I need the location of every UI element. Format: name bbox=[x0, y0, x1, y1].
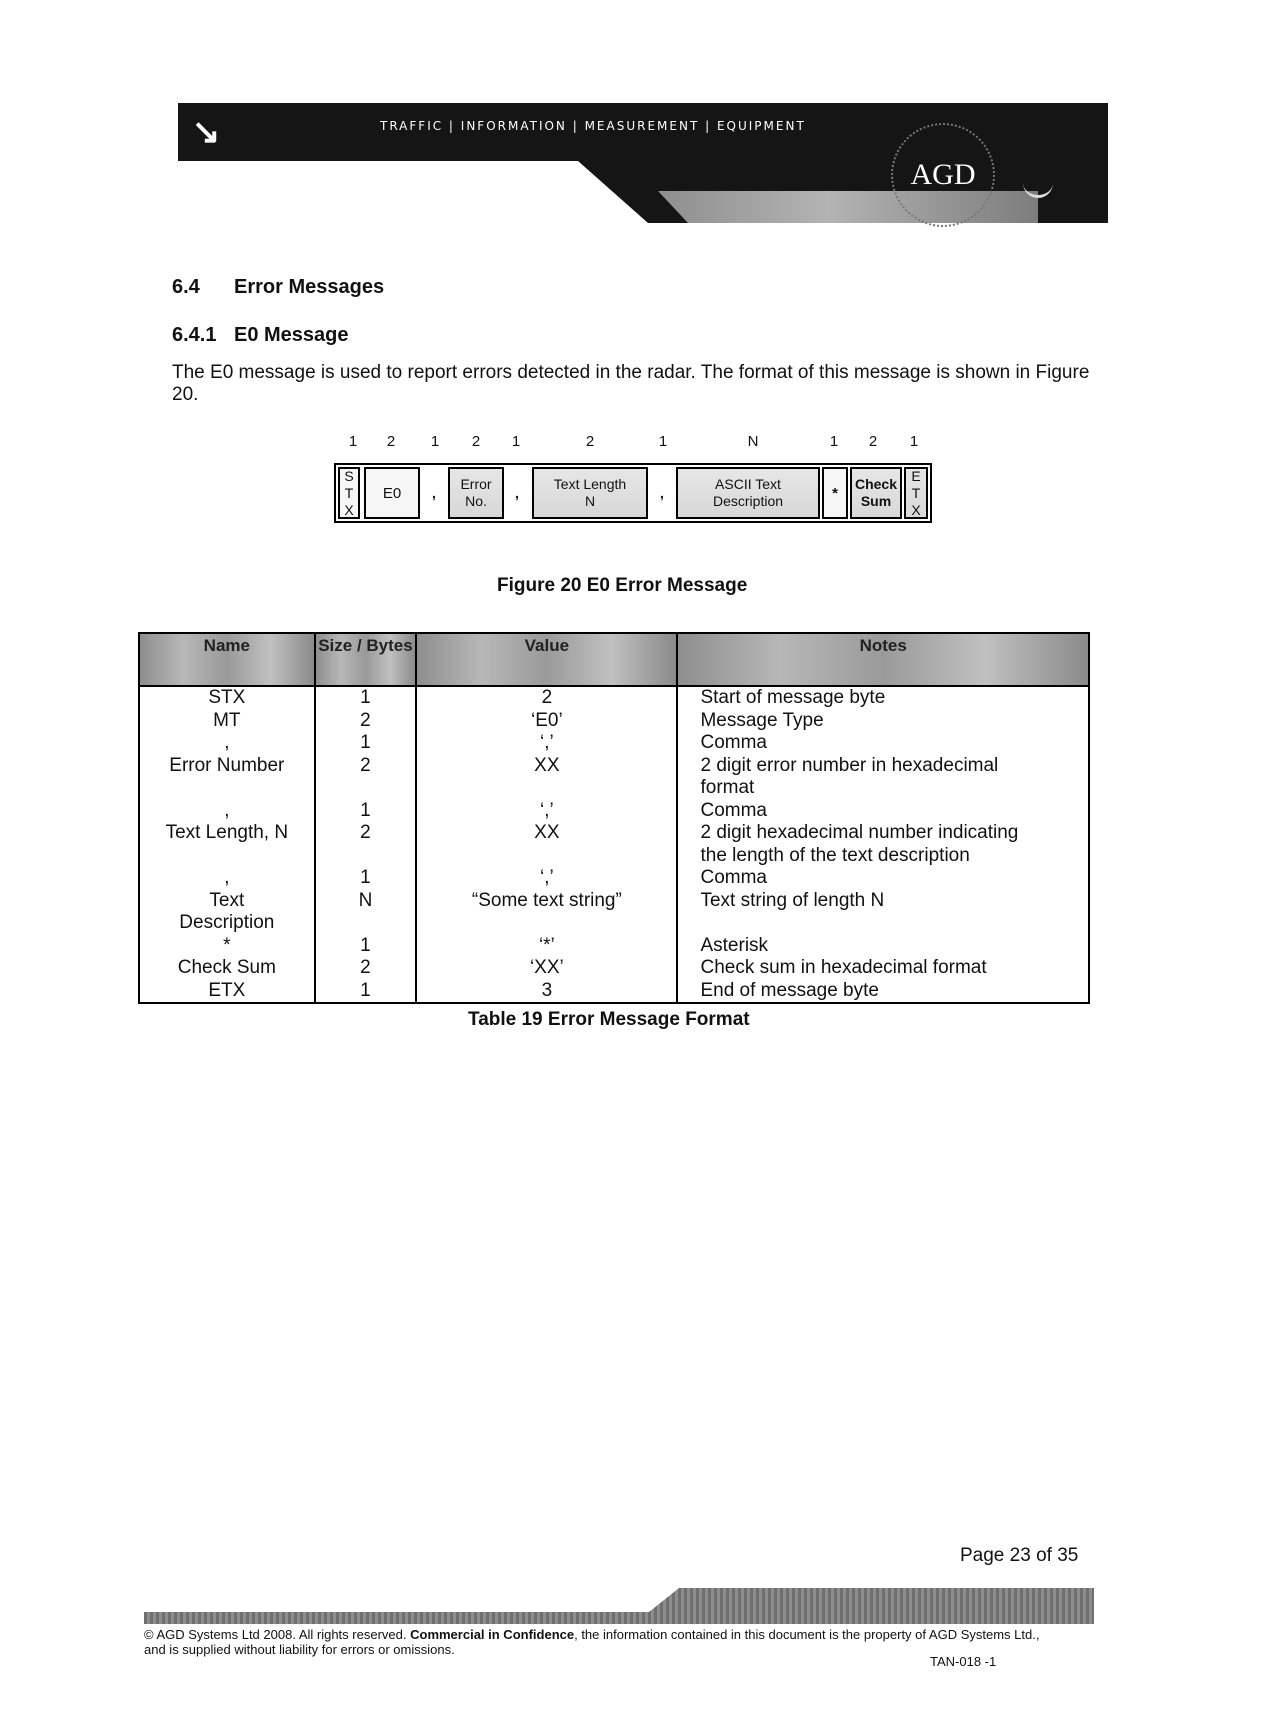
table-cell bbox=[320, 845, 412, 868]
table-cell: ‘,’ bbox=[539, 867, 554, 888]
header-tagline: TRAFFIC | INFORMATION | MEASUREMENT | EQUIPMENT bbox=[380, 119, 806, 133]
name-column bbox=[139, 686, 315, 1003]
table-cell: 2 digit error number in hexadecimal bbox=[700, 754, 999, 776]
arrow-logo-icon: ↘ bbox=[191, 113, 221, 151]
table-cell: End of message byte bbox=[700, 979, 879, 1001]
table-cell: format bbox=[700, 777, 755, 798]
etx-letter: X bbox=[911, 501, 921, 518]
footer-notice bbox=[144, 1627, 1064, 1657]
subsection-number: 6.4.1 bbox=[172, 324, 217, 346]
text-length-line: N bbox=[584, 493, 596, 509]
table-cell: 2 digit hexadecimal number indicating bbox=[700, 822, 1019, 843]
asterisk-label: * bbox=[832, 484, 838, 502]
table-cell: 1 bbox=[360, 867, 371, 888]
column-header: Size / Bytes bbox=[315, 633, 417, 686]
header-banner bbox=[178, 103, 1108, 223]
intro-paragraph: The E0 message is used to report errors detected in the radar. The format of this message is shown in Figure 20. bbox=[172, 362, 1090, 405]
table-cell bbox=[421, 845, 672, 868]
table-cell: 2 bbox=[360, 709, 371, 731]
table-cell: Text Length, N bbox=[165, 822, 289, 843]
figure-caption: Figure 20 E0 Error Message bbox=[497, 575, 748, 596]
table-cell: MT bbox=[213, 709, 241, 731]
table-cell bbox=[700, 912, 1084, 935]
text-length-line: Text Length bbox=[553, 476, 627, 492]
footer-confidential: Commercial in Confidence bbox=[410, 1627, 575, 1642]
etx-letter: T bbox=[911, 484, 921, 501]
footer-bar bbox=[144, 1588, 1094, 1624]
notes-column bbox=[677, 686, 1089, 1003]
page-number: Page 23 of 35 bbox=[960, 1545, 1079, 1566]
table-row bbox=[139, 686, 1089, 1003]
table-cell: Check Sum bbox=[177, 957, 276, 978]
ascii-text-line: Description bbox=[712, 493, 784, 509]
field-size: 2 bbox=[585, 433, 595, 450]
table-cell: Description bbox=[179, 912, 275, 933]
stx-field bbox=[338, 467, 360, 519]
table-cell bbox=[320, 777, 412, 800]
agd-logo-text: AGD bbox=[910, 158, 976, 191]
table-cell: 2 bbox=[360, 754, 371, 776]
comma-label: , bbox=[660, 484, 664, 501]
table-cell bbox=[320, 912, 412, 935]
message-format-diagram bbox=[334, 433, 934, 539]
etx-field bbox=[904, 467, 928, 519]
table-cell: Asterisk bbox=[700, 934, 769, 956]
check-sum-line: Check bbox=[854, 476, 898, 492]
ascii-text-field bbox=[676, 467, 820, 519]
mt-label: E0 bbox=[382, 484, 402, 502]
table-cell: Text bbox=[209, 889, 245, 911]
field-size: N bbox=[747, 433, 759, 450]
table-cell: Comma bbox=[700, 867, 767, 888]
table-cell: , bbox=[224, 732, 230, 753]
table-cell: Check sum in hexadecimal format bbox=[700, 957, 987, 978]
error-message-format-table bbox=[138, 632, 1090, 1004]
table-cell: N bbox=[358, 889, 373, 911]
table-header-row bbox=[139, 633, 1089, 686]
table-cell bbox=[421, 912, 672, 935]
section-title: Error Messages bbox=[234, 276, 385, 298]
section-number: 6.4 bbox=[172, 276, 200, 298]
stx-letter: X bbox=[344, 501, 354, 518]
table-cell bbox=[144, 845, 310, 868]
table-cell: ‘E0’ bbox=[531, 709, 563, 731]
table-cell: 2 bbox=[360, 822, 371, 843]
table-cell bbox=[421, 777, 672, 800]
table-cell: XX bbox=[534, 822, 560, 843]
mt-field bbox=[364, 467, 420, 519]
table-cell: 2 bbox=[541, 687, 553, 708]
error-no-line: Error bbox=[460, 476, 492, 492]
table-cell: ETX bbox=[208, 979, 246, 1001]
table-cell: * bbox=[223, 934, 231, 956]
error-no-field bbox=[448, 467, 504, 519]
table-cell: the length of the text description bbox=[700, 844, 970, 866]
column-header: Name bbox=[139, 633, 315, 686]
stx-letter: T bbox=[344, 484, 354, 501]
table-cell: 3 bbox=[541, 979, 553, 1001]
subsection-title: E0 Message bbox=[234, 324, 349, 346]
table-cell: ‘*’ bbox=[538, 934, 555, 956]
comma-field bbox=[506, 467, 528, 519]
ascii-text-line: ASCII Text bbox=[715, 476, 781, 492]
etx-letter: E bbox=[911, 467, 921, 484]
table-cell: 1 bbox=[360, 732, 371, 753]
footer-copyright: © AGD Systems Ltd 2008. All rights reserved. bbox=[144, 1627, 407, 1642]
table-cell: XX bbox=[534, 754, 560, 776]
column-header: Value bbox=[416, 633, 677, 686]
table-cell: 2 bbox=[360, 957, 371, 978]
field-size: 1 bbox=[829, 433, 839, 450]
table-cell: 1 bbox=[360, 934, 371, 956]
field-size: 2 bbox=[386, 433, 396, 450]
table-cell: “Some text string” bbox=[471, 889, 622, 911]
table-cell: ‘,’ bbox=[539, 732, 554, 753]
table-cell: STX bbox=[208, 687, 246, 708]
agd-seal-logo bbox=[891, 123, 995, 227]
comma-label: , bbox=[432, 484, 436, 501]
table-caption: Table 19 Error Message Format bbox=[468, 1009, 750, 1030]
table-cell: ‘XX’ bbox=[529, 957, 564, 978]
check-sum-line: Sum bbox=[860, 493, 892, 509]
field-size: 2 bbox=[868, 433, 878, 450]
table-cell: Start of message byte bbox=[700, 687, 886, 708]
message-frame bbox=[334, 463, 932, 523]
field-size: 1 bbox=[348, 433, 358, 450]
table-cell bbox=[144, 777, 310, 800]
footer-disclaimer: , the information contained in this document is the property of AGD Systems Ltd., and is supplied without liability for errors or omissions. bbox=[144, 1627, 1040, 1657]
error-no-line: No. bbox=[465, 493, 487, 509]
size-column bbox=[315, 686, 417, 1003]
asterisk-field bbox=[822, 467, 848, 519]
column-header: Notes bbox=[677, 633, 1089, 686]
field-size: 1 bbox=[909, 433, 919, 450]
section-heading bbox=[172, 276, 384, 299]
table-cell: 1 bbox=[360, 979, 371, 1001]
field-size: 1 bbox=[511, 433, 521, 450]
field-size: 2 bbox=[471, 433, 481, 450]
comma-label: , bbox=[515, 484, 519, 501]
document-code: TAN-018 -1 bbox=[930, 1654, 997, 1669]
stx-letter: S bbox=[344, 467, 354, 484]
comma-field bbox=[650, 467, 674, 519]
table-cell: , bbox=[224, 867, 230, 888]
table-cell: 1 bbox=[360, 687, 371, 708]
table-cell: Comma bbox=[700, 732, 767, 753]
table-cell: Text string of length N bbox=[700, 889, 885, 911]
table-cell: , bbox=[224, 799, 230, 821]
table-cell: Error Number bbox=[169, 754, 285, 776]
field-size: 1 bbox=[430, 433, 440, 450]
table-cell: 1 bbox=[360, 799, 371, 821]
table-cell: Message Type bbox=[700, 709, 824, 731]
comma-field bbox=[422, 467, 446, 519]
value-column bbox=[416, 686, 677, 1003]
subsection-heading bbox=[172, 324, 349, 347]
table-cell: Comma bbox=[700, 799, 767, 821]
check-sum-field bbox=[850, 467, 902, 519]
field-size: 1 bbox=[658, 433, 668, 450]
text-length-field bbox=[532, 467, 648, 519]
table-cell: ‘,’ bbox=[539, 799, 554, 821]
